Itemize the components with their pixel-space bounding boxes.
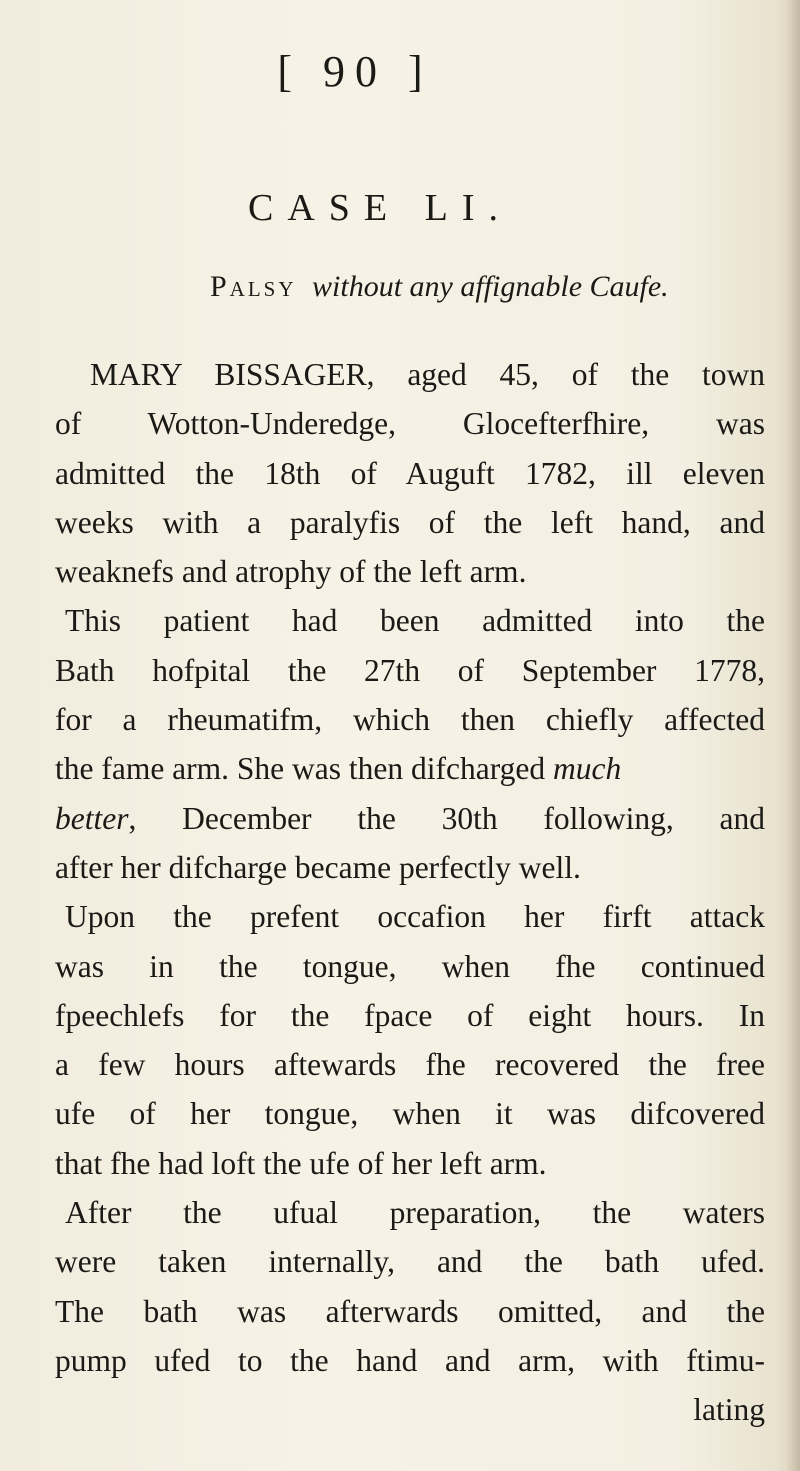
text-line: ufe of her tongue, when it was difcovered [55, 1096, 765, 1132]
text-line: weaknefs and atrophy of the left arm. [55, 554, 527, 590]
text-line: of Wotton-Underedge, Glocefterfhire, was [55, 406, 765, 442]
text-line: MARY BISSAGER, aged 45, of the town [90, 357, 765, 392]
text-line: was in the tongue, when fhe continued [55, 948, 765, 984]
text-line: for a rheumatifm, which then chiefly affected [55, 702, 765, 738]
case-subtitle [210, 270, 669, 304]
text-line: This patient had been admitted into the [65, 603, 765, 639]
text-line: that fhe had loft the ufe of her left arm. [55, 1145, 547, 1181]
text-line: after her difcharge became perfectly well. [55, 849, 581, 885]
italic-word: better [55, 800, 129, 836]
text-line: were taken internally, and the bath ufed. [55, 1244, 765, 1280]
italic-word: much [553, 751, 622, 787]
text-line: better, December the 30th following, and [55, 800, 765, 836]
subtitle-prefix: Palsy [210, 270, 297, 303]
page-number: [ 90 ] [277, 47, 433, 96]
text-line: admitted the 18th of Auguft 1782, ill eleven [55, 455, 765, 491]
case-title: CASE LI. [248, 187, 512, 229]
text-line: Bath hofpital the 27th of September 1778, [55, 652, 765, 688]
text-line-with-italic [55, 744, 765, 793]
text-line: pump ufed to the hand and arm, with ftimu- [55, 1342, 765, 1378]
text-line: a few hours aftewards fhe recovered the free [55, 1047, 765, 1083]
text-line: After the ufual preparation, the waters [65, 1195, 765, 1231]
text-line: Upon the prefent occafion her firft attack [65, 899, 765, 935]
text-line: weeks with a paralyfis of the left hand, and [55, 504, 765, 540]
text-line: fpeechlefs for the fpace of eight hours. In [55, 997, 765, 1033]
subtitle-italic: without any affignable Caufe. [312, 270, 669, 303]
text-line: the fame arm. She was then difcharged [55, 751, 546, 787]
case-body [55, 350, 765, 1435]
catchword: lating [693, 1392, 765, 1428]
text-line: The bath was afterwards omitted, and the [55, 1293, 765, 1329]
